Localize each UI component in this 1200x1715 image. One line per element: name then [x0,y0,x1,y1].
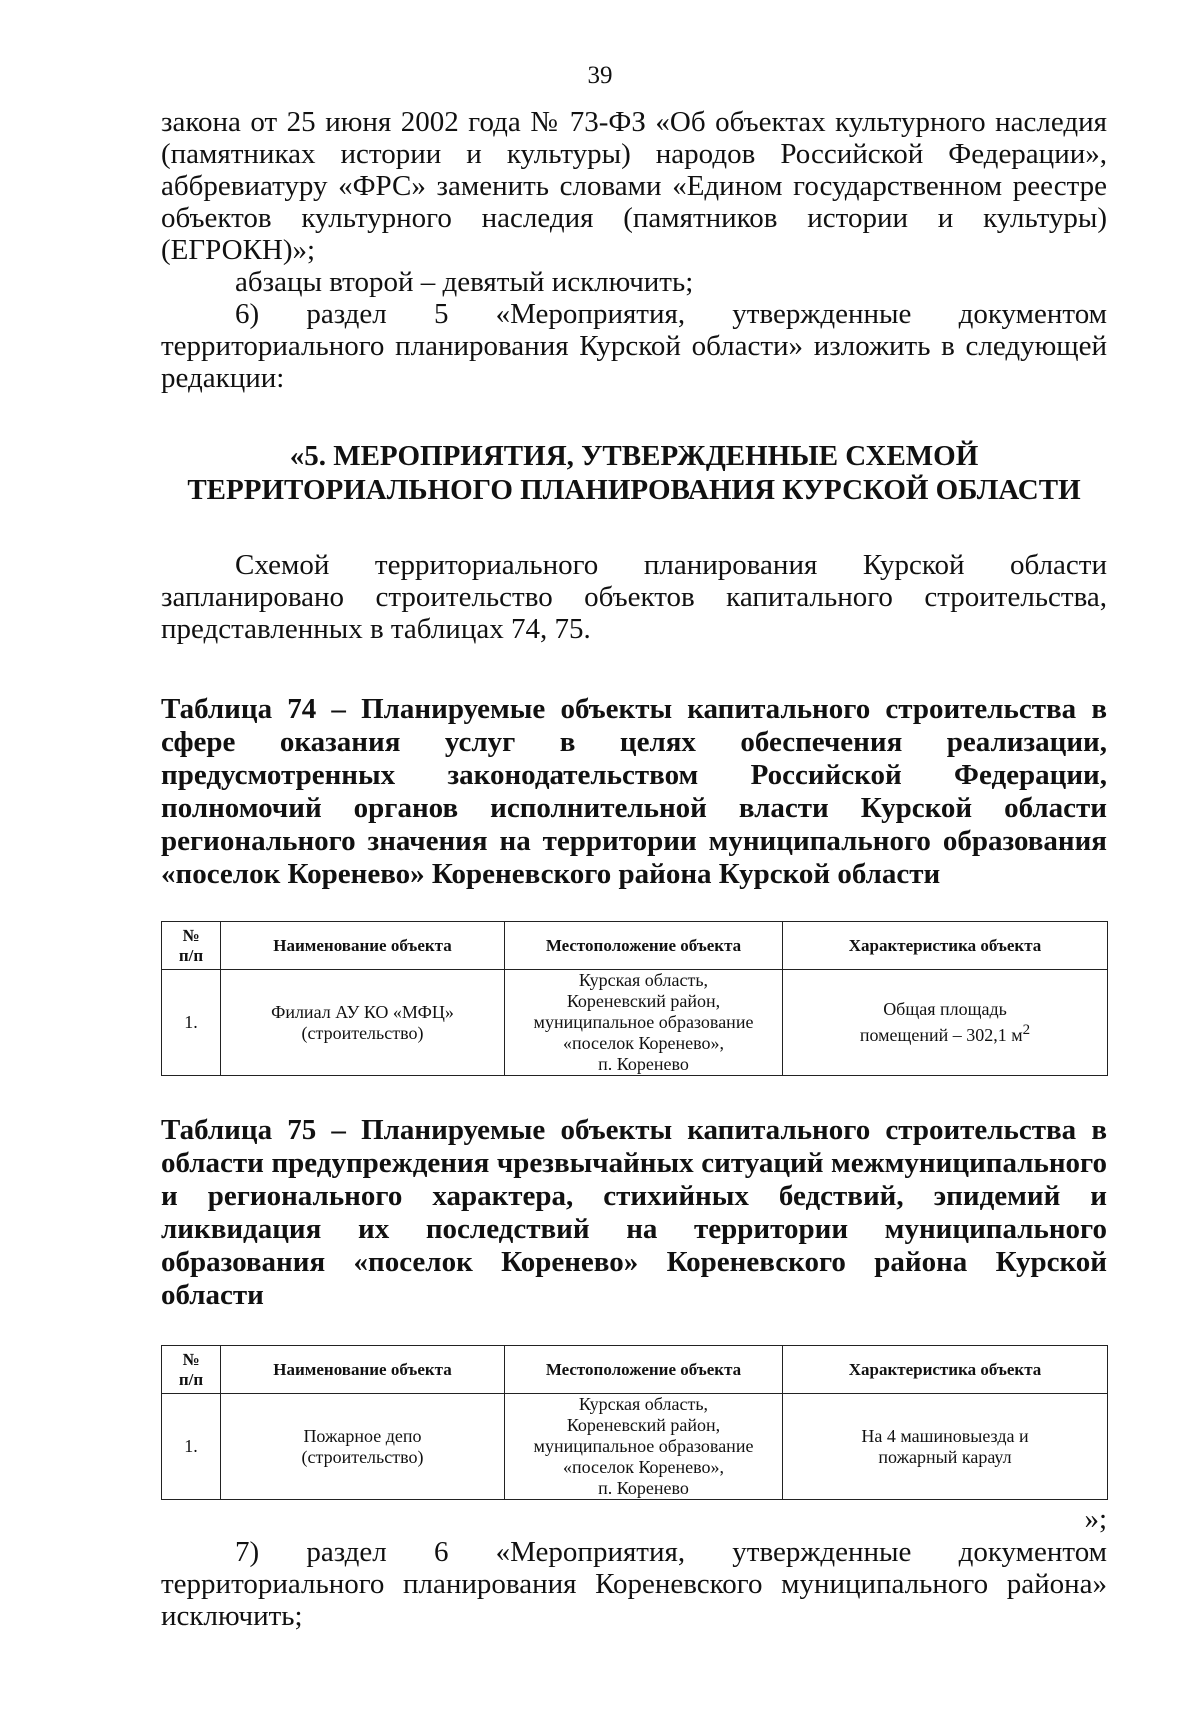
location-line: п. Коренево [598,1478,689,1498]
table75-caption: Таблица 75 – Планируемые объекты капитального строительства в области предупреждения чрезвычайных ситуаций межмуниципального и регионального характера, стихийных бедствий, эпидемий и ликвидация их последствий на территории муниципального образования «поселок Коренево» Кореневского района Курской области [161,1114,1107,1311]
num-sign: № [182,925,200,945]
paragraph-law-reference: закона от 25 июня 2002 года № 73-ФЗ «Об объектах культурного наследия (памятниках истории и культуры) народов Российской Федерации», аббревиатуру «ФРС» заменить словами «Едином государственном реестре объектов культурного наследия (памятников истории и культуры) (ЕГРОКН)»; [161,106,1107,266]
table74-cell-num: 1. [162,970,221,1076]
name-line: Филиал АУ КО «МФЦ» [271,1001,454,1022]
table-75 [161,1345,1108,1500]
table75-header-row [162,1346,1108,1394]
table75-cell-num: 1. [162,1394,221,1500]
location-line: Курская область, [578,970,709,990]
name-line: Пожарное депо [303,1425,422,1446]
location-line: п. Коренево [598,1054,689,1074]
characteristic-line: На 4 машиновыезда и [861,1425,1029,1446]
area-unit-exponent: 2 [1022,1022,1031,1038]
table-row [162,970,1108,1076]
table74-header-location: Местоположение объекта [505,922,783,970]
num-sign: № [182,1349,200,1369]
area-text: помещений – 302,1 м [859,1025,1023,1045]
section-heading [161,439,1107,507]
page-number: 39 [587,62,613,89]
table75-header-characteristic: Характеристика объекта [783,1346,1108,1394]
table-74 [161,921,1108,1076]
table74-header-name: Наименование объекта [221,922,505,970]
table74-caption: Таблица 74 – Планируемые объекты капитального строительства в сфере оказания услуг в целях обеспечения реализации, предусмотренных законодательством Российской Федерации, полномочий органов исполнительной власти Курской области регионального значения на территории муниципального образования «поселок Коренево» Кореневского района Курской области [161,693,1107,890]
name-line: (строительство) [301,1446,424,1467]
num-label: п/п [178,945,204,965]
table74-header-row [162,922,1108,970]
table75-header-num [162,1346,221,1394]
paragraph-exclude-abzats: абзацы второй – девятый исключить; [235,266,694,298]
section-heading-line2: ТЕРРИТОРИАЛЬНОГО ПЛАНИРОВАНИЯ КУРСКОЙ ОБЛАСТИ [187,474,1081,506]
characteristic-line [786,1020,1104,1046]
table-row [162,1394,1108,1500]
document-body [161,106,1107,1632]
location-line: Кореневский район, [566,1415,721,1435]
num-label: п/п [178,1369,204,1389]
table74-cell-location [505,970,783,1076]
section-intro-text: Схемой территориального планирования Курской области запланировано строительство объектов капитального строительства, представленных в таблицах 74, 75. [161,549,1107,645]
location-line: «поселок Коренево», [562,1457,725,1477]
location-line: муниципальное образование [533,1012,754,1032]
table74-header-num [162,922,221,970]
table75-cell-location [505,1394,783,1500]
table75-cell-characteristic [783,1394,1108,1500]
closing-quote: »; [1084,1503,1107,1535]
table75-cell-name [221,1394,505,1500]
table74-cell-characteristic [783,970,1108,1076]
name-line: (строительство) [301,1022,424,1043]
location-line: Курская область, [578,1394,709,1414]
section-heading-line1: «5. МЕРОПРИЯТИЯ, УТВЕРЖДЕННЫЕ СХЕМОЙ [289,440,979,472]
location-line: «поселок Коренево», [562,1033,725,1053]
location-line: муниципальное образование [533,1436,754,1456]
paragraph-item-7: 7) раздел 6 «Мероприятия, утвержденные документом территориального планирования Кореневского муниципального района» исключить; [161,1536,1107,1632]
table74-header-characteristic: Характеристика объекта [783,922,1108,970]
characteristic-line: Общая площадь [883,999,1007,1019]
table75-header-location: Местоположение объекта [505,1346,783,1394]
characteristic-line: пожарный караул [878,1446,1012,1467]
table75-header-name: Наименование объекта [221,1346,505,1394]
table74-cell-name [221,970,505,1076]
paragraph-section-5: 6) раздел 5 «Мероприятия, утвержденные документом территориального планирования Курской области» изложить в следующей редакции: [161,298,1107,394]
location-line: Кореневский район, [566,991,721,1011]
